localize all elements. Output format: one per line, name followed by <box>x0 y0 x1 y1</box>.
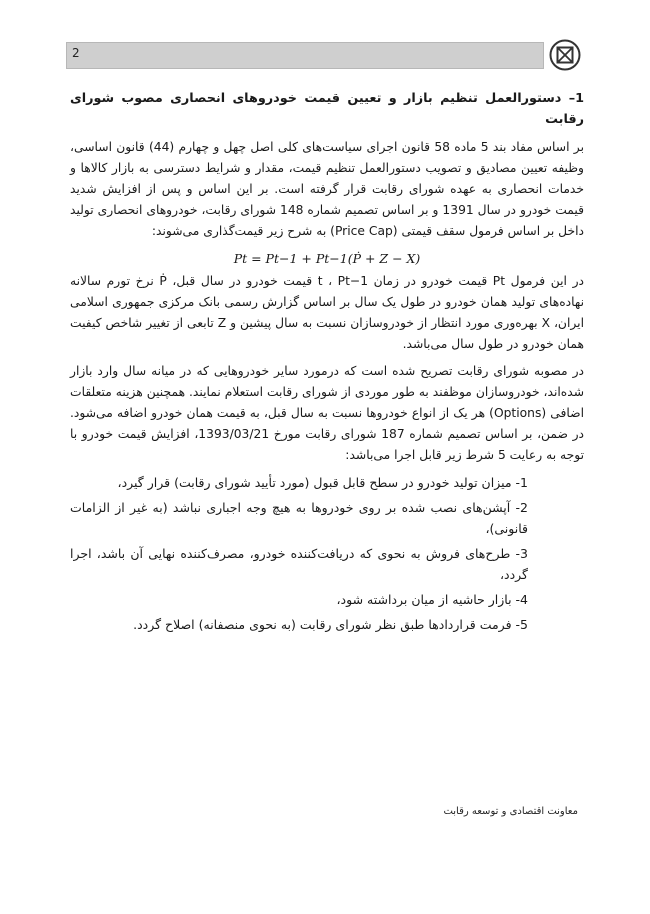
conditions-list <box>70 472 528 635</box>
page-number: 2 <box>72 46 80 60</box>
header-bar <box>66 42 544 69</box>
list-item: 1- میزان تولید خودرو در سطح قابل قبول (مورد تأیید شورای رقابت) قرار گیرد، <box>117 475 528 490</box>
paragraph-council-resolution: در مصوبه شورای رقابت تصریح شده است که درمورد سایر خودروهایی که در میانه سال وارد بازار شده‌اند، خودروسازان موظفند به طور موردی از شورای رقابت استعلام نمایند. همچنین هزینه متعلقات اضافی (Options) هر یک از انواع خودروها نسبت به سال قبل، به قیمت همان خودرو اضافه می‌شود. در ضمن، بر اساس تصمیم شماره 187 شورای رقابت مورخ 1393/03/21، افزایش قیمت خودرو با توجه به رعایت 5 شرط زیر قابل اجرا می‌باشد: <box>70 364 584 462</box>
section-heading: 1– دستورالعمل تنظیم بازار و تعیین قیمت خودروهای انحصاری مصوب شورای رقابت <box>70 91 584 127</box>
list-item: 4- بازار حاشیه از میان برداشته شود، <box>336 592 528 607</box>
list-item: 2- آپشن‌های نصب شده بر روی خودروها به هیچ وجه اجباری نباشد (به غیر از الزامات قانونی)، <box>70 500 528 536</box>
price-cap-formula: Pt = Pt−1 + Pt−1(Ṗ + Z − X) <box>233 251 421 266</box>
document-body <box>70 88 584 639</box>
paragraph-formula-explanation: در این فرمول Pt قیمت خودرو در زمان t ، Pt−1 قیمت خودرو در سال قبل، Ṗ نرخ تورم سالانه نهاده‌های تولید همان خودرو در طول یک سال بر اساس گزارش رسمی بانک مرکزی جمهوری اسلامی ایران، X بهره‌وری مورد انتظار از خودروسازان نسبت به سال پیشین و Z تابعی از تغییر شاخص کیفیت همان خودرو در طول سال می‌باشد. <box>70 274 584 351</box>
paragraph-intro: بر اساس مفاد بند 5 ماده 58 قانون اجرای سیاست‌های کلی اصل چهل و چهارم (44) قانون اساسی، وظیفه تعیین مصادیق و تصویب دستورالعمل تنظیم قیمت، مقدار و شرایط دسترسی به بازار کالاها و خدمات انحصاری به عهده شورای رقابت قرار گرفته است. بر این اساس و پس از افزایش شدید قیمت خودرو در سال 1391 و بر اساس تصمیم شماره 148 شورای رقابت، خودروهای انحصاری تولید داخل بر اساس فرمول سقف قیمتی (Price Cap) به شرح زیر قیمت‌گذاری می‌شوند: <box>70 140 584 238</box>
footer-text: معاونت اقتصادی و توسعه رقابت <box>443 806 578 817</box>
list-item: 5- فرمت قراردادها طبق نظر شورای رقابت (به نحوی منصفانه) اصلاح گردد. <box>133 617 528 632</box>
organization-logo-icon <box>549 39 581 71</box>
list-item: 3- طرح‌های فروش به نحوی که دریافت‌کننده خودرو، مصرف‌کننده نهایی آن باشد، اجرا گردد، <box>70 546 528 582</box>
